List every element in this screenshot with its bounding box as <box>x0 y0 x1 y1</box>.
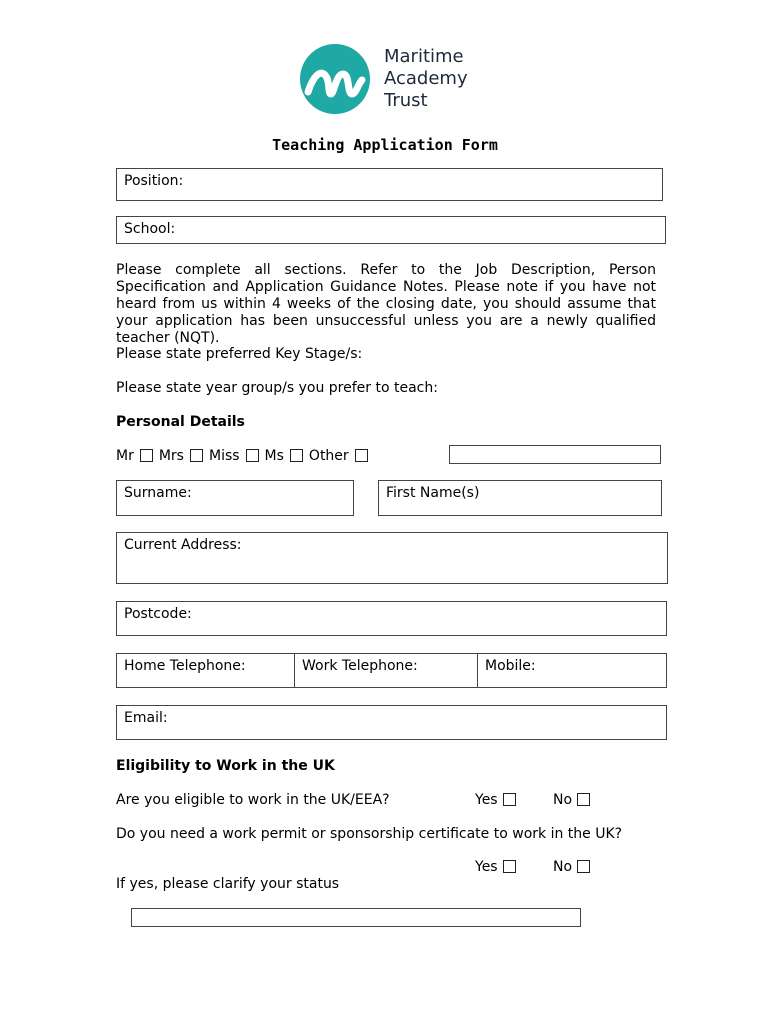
title-options <box>116 448 374 464</box>
q1-no-checkbox[interactable] <box>577 793 590 806</box>
logo-line-1: Maritime <box>384 46 464 67</box>
key-stage-prompt: Please state preferred Key Stage/s: <box>116 346 363 362</box>
title-mr-label: Mr <box>116 448 134 464</box>
logo-line-2: Academy <box>384 68 468 89</box>
clarify-status-prompt: If yes, please clarify your status <box>116 876 340 892</box>
year-group-prompt: Please state year group/s you prefer to teach: <box>116 380 438 396</box>
home-telephone-field[interactable] <box>117 654 294 687</box>
q2-yes-checkbox[interactable] <box>503 860 516 873</box>
title-ms-checkbox[interactable] <box>290 449 303 462</box>
first-names-field[interactable] <box>378 480 662 516</box>
postcode-field[interactable] <box>116 601 667 636</box>
logo-m-icon <box>300 44 370 114</box>
email-label: Email: <box>124 710 168 726</box>
title-miss-checkbox[interactable] <box>246 449 259 462</box>
work-telephone-label: Work Telephone: <box>302 658 418 674</box>
form-title: Teaching Application Form <box>272 136 498 154</box>
q1-yes-checkbox[interactable] <box>503 793 516 806</box>
eligibility-question-1: Are you eligible to work in the UK/EEA? <box>116 792 390 808</box>
email-field[interactable] <box>116 705 667 740</box>
position-field[interactable] <box>116 168 663 201</box>
title-other-input[interactable] <box>449 445 661 464</box>
title-mrs-label: Mrs <box>158 448 184 464</box>
title-other-label: Other <box>308 448 349 464</box>
position-label: Position: <box>124 173 184 189</box>
title-miss-label: Miss <box>208 448 240 464</box>
q2-no-checkbox[interactable] <box>577 860 590 873</box>
eligibility-q1-yes <box>475 792 522 808</box>
title-other-checkbox[interactable] <box>355 449 368 462</box>
mobile-label: Mobile: <box>485 658 536 674</box>
eligibility-heading: Eligibility to Work in the UK <box>116 758 335 774</box>
q1-yes-label: Yes <box>475 792 498 808</box>
school-field[interactable] <box>116 216 666 244</box>
eligibility-question-2: Do you need a work permit or sponsorship certificate to work in the UK? <box>116 826 623 842</box>
school-label: School: <box>124 221 176 237</box>
instructions-text: Please complete all sections. Refer to the Job Description, Person Specification and Application Guidance Notes. Please note if you have not heard from us within 4 weeks of the closing date, you should assume that your application has been unsuccessful unless you are a newly qualified teacher (NQT). <box>116 262 656 346</box>
eligibility-q1-no <box>553 792 596 808</box>
address-label: Current Address: <box>124 537 242 553</box>
eligibility-q2-no <box>553 859 596 875</box>
mobile-field[interactable] <box>477 654 666 687</box>
surname-label: Surname: <box>124 485 192 501</box>
clarify-status-input[interactable] <box>131 908 581 927</box>
title-ms-label: Ms <box>264 448 284 464</box>
logo-wordmark <box>384 46 468 112</box>
logo-line-3: Trust <box>384 90 428 111</box>
q2-no-label: No <box>553 859 573 875</box>
telephone-row <box>116 653 667 688</box>
q2-yes-label: Yes <box>475 859 498 875</box>
q1-no-label: No <box>553 792 573 808</box>
postcode-label: Postcode: <box>124 606 192 622</box>
surname-field[interactable] <box>116 480 354 516</box>
title-mrs-checkbox[interactable] <box>190 449 203 462</box>
title-mr-checkbox[interactable] <box>140 449 153 462</box>
eligibility-q2-yes <box>475 859 522 875</box>
first-names-label: First Name(s) <box>386 485 480 501</box>
address-field[interactable] <box>116 532 668 584</box>
logo-mark <box>300 44 370 114</box>
personal-details-heading: Personal Details <box>116 414 245 430</box>
home-telephone-label: Home Telephone: <box>124 658 246 674</box>
work-telephone-field[interactable] <box>294 654 477 687</box>
